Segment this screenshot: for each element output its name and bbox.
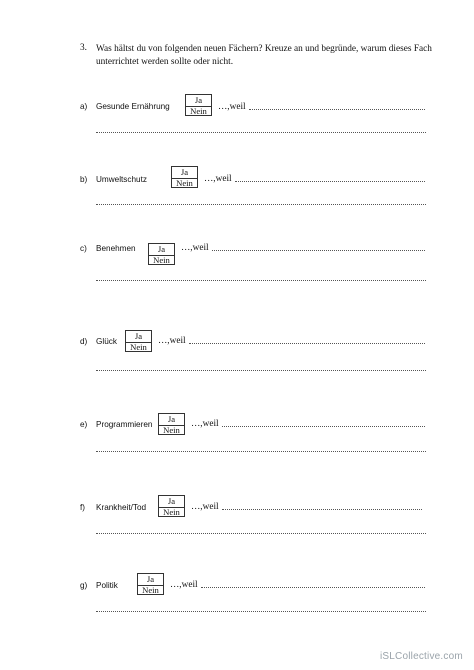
item-politik xyxy=(0,573,474,613)
weil-text: …,weil xyxy=(191,419,219,429)
nein-option[interactable]: Nein xyxy=(130,342,147,352)
nein-option[interactable]: Nein xyxy=(153,255,170,265)
item-letter: b) xyxy=(80,175,88,184)
ja-option[interactable]: Ja xyxy=(138,574,163,586)
nein-option[interactable]: Nein xyxy=(190,106,207,116)
ja-nein-box[interactable] xyxy=(171,166,198,188)
answer-line-2[interactable] xyxy=(96,525,426,534)
weil-text: …,weil xyxy=(218,102,246,112)
item-label: Benehmen xyxy=(96,244,136,253)
ja-option[interactable]: Ja xyxy=(159,414,184,426)
item-programmieren xyxy=(0,413,474,453)
answer-line-2[interactable] xyxy=(96,443,426,452)
weil-text: …,weil xyxy=(204,174,232,184)
item-gesunde-ernaehrung xyxy=(0,94,474,134)
item-label: Krankheit/Tod xyxy=(96,503,147,512)
answer-line-2[interactable] xyxy=(96,124,426,133)
weil-text: …,weil xyxy=(158,336,186,346)
nein-option[interactable]: Nein xyxy=(176,178,193,188)
question-number: 3. xyxy=(80,43,87,53)
footer-watermark: iSLCollective.com xyxy=(380,651,463,662)
answer-line-2[interactable] xyxy=(96,362,426,371)
answer-line[interactable] xyxy=(222,418,425,427)
answer-line-2[interactable] xyxy=(96,272,426,281)
item-umweltschutz xyxy=(0,166,474,206)
item-krankheit-tod xyxy=(0,495,474,535)
answer-line-2[interactable] xyxy=(96,196,426,205)
answer-line[interactable] xyxy=(212,242,425,251)
ja-nein-box[interactable] xyxy=(158,413,185,435)
item-letter: g) xyxy=(80,581,88,590)
ja-nein-box[interactable] xyxy=(158,495,185,517)
item-label: Glück xyxy=(96,337,117,346)
nein-option[interactable]: Nein xyxy=(142,585,159,595)
item-letter: c) xyxy=(80,244,87,253)
ja-nein-box[interactable] xyxy=(185,94,212,116)
ja-option[interactable]: Ja xyxy=(126,331,151,343)
answer-line[interactable] xyxy=(235,173,425,182)
item-label: Programmieren xyxy=(96,420,153,429)
item-letter: d) xyxy=(80,337,88,346)
answer-line-2[interactable] xyxy=(96,603,426,612)
item-label: Gesunde Ernährung xyxy=(96,102,170,111)
ja-option[interactable]: Ja xyxy=(149,244,174,256)
item-benehmen xyxy=(0,242,474,282)
ja-nein-box[interactable] xyxy=(125,330,152,352)
item-letter: e) xyxy=(80,420,88,429)
weil-text: …,weil xyxy=(181,243,209,253)
ja-nein-box[interactable] xyxy=(148,243,175,265)
item-glueck xyxy=(0,330,474,370)
question-text: Was hältst du von folgenden neuen Fächern? Kreuze an und begründe, warum dieses Fach unterrichtet werden sollte oder nicht. xyxy=(96,44,432,67)
answer-line[interactable] xyxy=(249,101,425,110)
answer-line[interactable] xyxy=(222,501,422,510)
nein-option[interactable]: Nein xyxy=(163,425,180,435)
weil-text: …,weil xyxy=(191,502,219,512)
item-letter: a) xyxy=(80,102,88,111)
item-label: Politik xyxy=(96,581,118,590)
item-label: Umweltschutz xyxy=(96,175,147,184)
ja-option[interactable]: Ja xyxy=(159,496,184,508)
answer-line[interactable] xyxy=(189,335,425,344)
nein-option[interactable]: Nein xyxy=(163,507,180,517)
answer-line[interactable] xyxy=(201,579,425,588)
ja-nein-box[interactable] xyxy=(137,573,164,595)
weil-text: …,weil xyxy=(170,580,198,590)
ja-option[interactable]: Ja xyxy=(186,95,211,107)
ja-option[interactable]: Ja xyxy=(172,167,197,179)
item-letter: f) xyxy=(80,503,86,512)
